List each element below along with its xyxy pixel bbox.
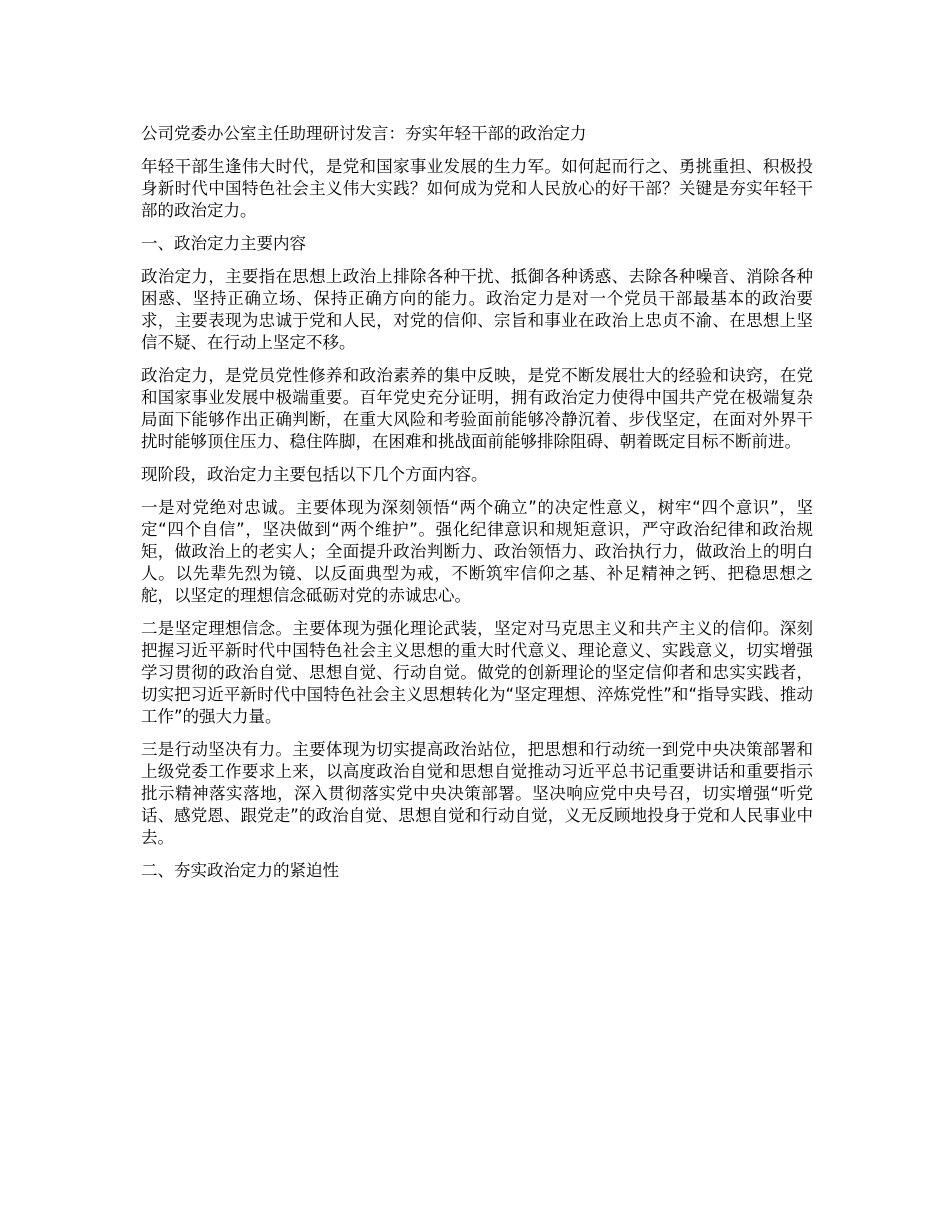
paragraph-point-1: 一是对党绝对忠诚。主要体现为深刻领悟“两个确立”的决定性意义，树牢“四个意识”，坚定“四个自信”，坚决做到“两个维护”。强化纪律意识和规矩意识，严守政治纪律和政治规矩，做政治上的老实人；全面提升政治判断力、政治领悟力、政治执行力，做政治上的明白人。以先辈先烈为镜、以反面典型为戒，不断筑牢信仰之基、补足精神之钙、把稳思想之舵，以坚定的理想信念砥砺对党的赤诚忠心。 [141,498,813,605]
paragraph-point-2: 二是坚定理想信念。主要体现为强化理论武装，坚定对马克思主义和共产主义的信仰。深刻把握习近平新时代中国特色社会主义思想的重大时代意义、理论意义、实践意义，切实增强学习贯彻的政治自觉、思想自觉、行动自觉。做党的创新理论的坚定信仰者和忠实实践者，切实把习近平新时代中国特色社会主义思想转化为“坚定理想、淬炼党性”和“指导实践、推动工作”的强大力量。 [141,619,813,726]
document-page [141,122,813,893]
paragraph-point-3: 三是行动坚决有力。主要体现为切实提高政治站位，把思想和行动统一到党中央决策部署和上级党委工作要求上来，以高度政治自觉和思想自觉推动习近平总书记重要讲话和重要指示批示精神落实落地，深入贯彻落实党中央决策部署。坚决响应党中央号召，切实增强“听党话、感党恩、跟党走”的政治自觉、思想自觉和行动自觉，义无反顾地投身于党和人民事业中去。 [141,740,813,847]
paragraph-significance: 政治定力，是党员党性修养和政治素养的集中反映，是党不断发展壮大的经验和诀窍，在党和国家事业发展中极端重要。百年党史充分证明，拥有政治定力使得中国共产党在极端复杂局面下能够作出正确判断，在重大风险和考验面前能够冷静沉着、步伐坚定，在面对外界干扰时能够顶住压力、稳住阵脚，在困难和挑战面前能够排除阻碍、朝着既定目标不断前进。 [141,366,813,451]
section-heading-1: 一、政治定力主要内容 [141,234,306,253]
document-title: 公司党委办公室主任助理研讨发言：夯实年轻干部的政治定力 [141,124,587,143]
paragraph-overview: 现阶段，政治定力主要包括以下几个方面内容。 [141,465,488,484]
paragraph-definition: 政治定力，主要指在思想上政治上排除各种干扰、抵御各种诱惑、去除各种噪音、消除各种困惑、坚持正确立场、保持正确方向的能力。政治定力是对一个党员干部最基本的政治要求，主要表现为忠诚于党和人民，对党的信仰、宗旨和事业在政治上忠贞不渝、在思想上坚信不疑、在行动上坚定不移。 [141,267,813,352]
intro-paragraph: 年轻干部生逢伟大时代，是党和国家事业发展的生力军。如何起而行之、勇挑重担、积极投身新时代中国特色社会主义伟大实践？如何成为党和人民放心的好干部？关键是夯实年轻干部的政治定力。 [141,157,813,220]
section-heading-2: 二、夯实政治定力的紧迫性 [141,861,339,880]
